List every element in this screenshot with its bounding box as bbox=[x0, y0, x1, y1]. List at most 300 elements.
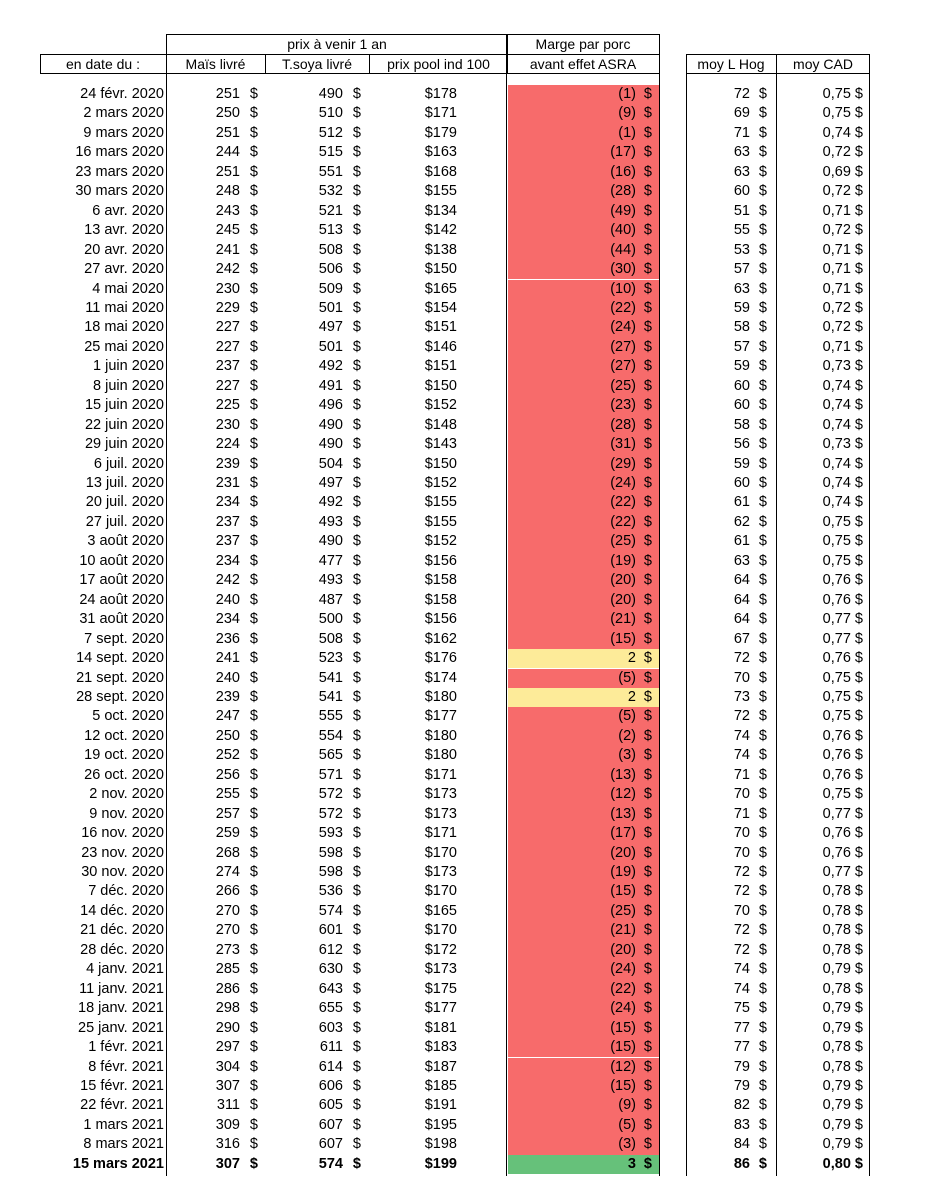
margin-currency: $ bbox=[643, 630, 652, 647]
soy-cell: 523 bbox=[318, 650, 343, 667]
hog-cell: 72 bbox=[733, 86, 750, 102]
margin-cell: (19) bbox=[610, 552, 636, 569]
date-cell: 12 oct. 2020 bbox=[84, 727, 164, 744]
hog-currency: $ bbox=[758, 611, 767, 628]
pool-cell: $181 bbox=[424, 1019, 457, 1036]
margin-currency: $ bbox=[643, 163, 652, 180]
pool-cell: $178 bbox=[424, 86, 457, 102]
date-cell: 31 août 2020 bbox=[79, 611, 164, 628]
hog-cell: 75 bbox=[733, 1000, 750, 1017]
soy-currency: $ bbox=[352, 786, 361, 803]
soy-cell: 487 bbox=[318, 591, 343, 608]
margin-cell: (21) bbox=[610, 922, 636, 939]
hog-currency: $ bbox=[758, 766, 767, 783]
header-col-hog: moy L Hog bbox=[697, 56, 765, 72]
hog-currency: $ bbox=[758, 572, 767, 589]
hog-cell: 63 bbox=[733, 163, 750, 180]
soy-cell: 655 bbox=[318, 1000, 343, 1017]
hog-currency: $ bbox=[758, 1077, 767, 1094]
pool-cell: $177 bbox=[424, 708, 457, 725]
corn-currency: $ bbox=[249, 727, 258, 744]
margin-cell: (15) bbox=[610, 883, 636, 900]
table-row bbox=[0, 805, 948, 824]
margin-cell: (25) bbox=[610, 902, 636, 919]
margin-cell: (5) bbox=[618, 669, 636, 686]
date-cell: 11 janv. 2021 bbox=[79, 980, 164, 997]
hog-cell: 82 bbox=[733, 1097, 750, 1114]
soy-cell: 607 bbox=[318, 1136, 343, 1153]
hog-cell: 58 bbox=[733, 319, 750, 336]
cad-cell: 0,74 $ bbox=[822, 416, 863, 433]
pool-cell: $170 bbox=[424, 883, 457, 900]
cad-cell: 0,74 $ bbox=[822, 494, 863, 511]
soy-cell: 554 bbox=[318, 727, 343, 744]
soy-currency: $ bbox=[352, 416, 361, 433]
cad-cell: 0,72 $ bbox=[822, 299, 863, 316]
table-row bbox=[0, 766, 948, 785]
cad-cell: 0,71 $ bbox=[822, 280, 863, 297]
corn-currency: $ bbox=[249, 572, 258, 589]
corn-currency: $ bbox=[249, 455, 258, 472]
margin-currency: $ bbox=[643, 1039, 652, 1056]
hog-currency: $ bbox=[758, 124, 767, 141]
margin-currency: $ bbox=[643, 611, 652, 628]
cad-cell: 0,79 $ bbox=[822, 1116, 863, 1133]
margin-currency: $ bbox=[643, 261, 652, 278]
date-cell: 15 févr. 2021 bbox=[80, 1077, 164, 1094]
corn-cell: 237 bbox=[215, 358, 240, 375]
soy-cell: 493 bbox=[318, 513, 343, 530]
soy-cell: 643 bbox=[318, 980, 343, 997]
soy-cell: 611 bbox=[319, 1039, 343, 1056]
soy-currency: $ bbox=[352, 475, 361, 491]
hog-currency: $ bbox=[758, 105, 767, 122]
margin-currency: $ bbox=[643, 844, 652, 861]
table-row bbox=[0, 455, 948, 474]
table-row bbox=[0, 338, 948, 357]
margin-cell: (24) bbox=[610, 319, 636, 336]
cad-cell: 0,78 $ bbox=[822, 922, 863, 939]
pool-cell: $172 bbox=[424, 941, 457, 958]
corn-currency: $ bbox=[249, 222, 258, 239]
table-row bbox=[0, 532, 948, 551]
table-row bbox=[0, 630, 948, 649]
margin-cell: (15) bbox=[610, 630, 636, 647]
table-row bbox=[0, 591, 948, 610]
date-cell: 22 juin 2020 bbox=[84, 416, 164, 433]
margin-currency: $ bbox=[643, 883, 652, 900]
cad-cell: 0,74 $ bbox=[822, 377, 863, 394]
table-row bbox=[0, 221, 948, 240]
date-cell: 15 mars 2021 bbox=[72, 1155, 164, 1172]
cad-cell: 0,78 $ bbox=[822, 902, 863, 919]
margin-currency: $ bbox=[643, 299, 652, 316]
soy-cell: 509 bbox=[318, 280, 343, 297]
soy-cell: 614 bbox=[318, 1058, 343, 1075]
hog-cell: 56 bbox=[733, 436, 750, 453]
margin-currency: $ bbox=[643, 416, 652, 433]
cad-cell: 0,76 $ bbox=[822, 766, 863, 783]
soy-currency: $ bbox=[352, 163, 361, 180]
hog-cell: 59 bbox=[733, 299, 750, 316]
soy-cell: 565 bbox=[318, 747, 343, 764]
corn-currency: $ bbox=[249, 1097, 258, 1114]
margin-currency: $ bbox=[643, 1077, 652, 1094]
margin-cell: (28) bbox=[610, 183, 636, 200]
margin-currency: $ bbox=[643, 1019, 652, 1036]
margin-cell: (17) bbox=[610, 144, 636, 161]
margin-cell: (22) bbox=[610, 299, 636, 316]
hog-currency: $ bbox=[758, 1019, 767, 1036]
hog-cell: 77 bbox=[733, 1039, 750, 1056]
corn-currency: $ bbox=[249, 1155, 258, 1172]
cad-cell: 0,75 $ bbox=[822, 786, 863, 803]
cad-cell: 0,78 $ bbox=[822, 941, 863, 958]
corn-cell: 242 bbox=[215, 261, 240, 278]
soy-cell: 477 bbox=[318, 552, 343, 569]
corn-cell: 307 bbox=[215, 1077, 240, 1094]
soy-cell: 572 bbox=[318, 805, 343, 822]
header-sep-soy bbox=[265, 54, 266, 74]
cad-cell: 0,74 $ bbox=[822, 455, 863, 472]
pool-cell: $173 bbox=[424, 864, 457, 880]
hog-currency: $ bbox=[758, 864, 767, 880]
corn-currency: $ bbox=[249, 961, 258, 978]
date-cell: 18 janv. 2021 bbox=[78, 1000, 164, 1017]
date-cell: 20 avr. 2020 bbox=[84, 241, 164, 258]
margin-cell: (16) bbox=[610, 163, 636, 180]
margin-cell: (9) bbox=[618, 1097, 636, 1114]
soy-currency: $ bbox=[352, 708, 361, 725]
margin-cell: (17) bbox=[610, 825, 636, 842]
corn-cell: 252 bbox=[215, 747, 240, 764]
margin-cell: (15) bbox=[610, 1019, 636, 1036]
corn-currency: $ bbox=[249, 688, 258, 705]
pool-cell: $175 bbox=[424, 980, 457, 997]
hog-cell: 57 bbox=[733, 338, 750, 355]
corn-currency: $ bbox=[249, 630, 258, 647]
hog-currency: $ bbox=[758, 941, 767, 958]
hog-currency: $ bbox=[758, 980, 767, 997]
margin-currency: $ bbox=[643, 1136, 652, 1153]
pool-cell: $187 bbox=[424, 1058, 457, 1075]
corn-currency: $ bbox=[249, 261, 258, 278]
column-line-date bbox=[166, 74, 167, 1176]
hog-cell: 62 bbox=[733, 513, 750, 530]
hog-currency: $ bbox=[758, 825, 767, 842]
column-line-pool-right bbox=[506, 74, 507, 1176]
corn-cell: 230 bbox=[215, 280, 240, 297]
pool-cell: $170 bbox=[424, 844, 457, 861]
margin-cell: (49) bbox=[610, 202, 636, 219]
hog-currency: $ bbox=[758, 513, 767, 530]
soy-cell: 541 bbox=[318, 688, 343, 705]
hog-currency: $ bbox=[758, 299, 767, 316]
cad-cell: 0,79 $ bbox=[822, 1136, 863, 1153]
margin-cell: (44) bbox=[610, 241, 636, 258]
table-row bbox=[0, 1077, 948, 1096]
pool-cell: $150 bbox=[424, 377, 457, 394]
table-row bbox=[0, 552, 948, 571]
pool-cell: $134 bbox=[424, 202, 457, 219]
cad-cell: 0,79 $ bbox=[822, 961, 863, 978]
corn-currency: $ bbox=[249, 922, 258, 939]
corn-cell: 229 bbox=[215, 299, 240, 316]
corn-currency: $ bbox=[249, 397, 258, 414]
soy-cell: 508 bbox=[318, 241, 343, 258]
margin-cell: (12) bbox=[610, 1058, 636, 1075]
table-row bbox=[0, 318, 948, 337]
margin-currency: $ bbox=[643, 552, 652, 569]
corn-currency: $ bbox=[249, 1136, 258, 1153]
hog-currency: $ bbox=[758, 358, 767, 375]
table-row bbox=[0, 493, 948, 512]
corn-cell: 230 bbox=[215, 416, 240, 433]
pool-cell: $180 bbox=[424, 727, 457, 744]
margin-cell: (12) bbox=[610, 786, 636, 803]
pool-cell: $152 bbox=[424, 533, 457, 550]
date-cell: 2 mars 2020 bbox=[83, 105, 164, 122]
soy-cell: 491 bbox=[318, 377, 343, 394]
soy-cell: 541 bbox=[318, 669, 343, 686]
margin-currency: $ bbox=[643, 941, 652, 958]
date-cell: 18 mai 2020 bbox=[84, 319, 164, 336]
margin-cell: (2) bbox=[618, 727, 636, 744]
corn-currency: $ bbox=[249, 864, 258, 880]
corn-cell: 241 bbox=[215, 241, 240, 258]
cad-cell: 0,74 $ bbox=[822, 475, 863, 491]
date-cell: 11 mai 2020 bbox=[85, 299, 164, 316]
corn-currency: $ bbox=[249, 358, 258, 375]
pool-cell: $198 bbox=[424, 1136, 457, 1153]
soy-currency: $ bbox=[352, 222, 361, 239]
hog-currency: $ bbox=[758, 416, 767, 433]
pool-cell: $163 bbox=[424, 144, 457, 161]
table-row bbox=[0, 396, 948, 415]
margin-cell: (15) bbox=[610, 1039, 636, 1056]
table-row bbox=[0, 1116, 948, 1135]
table-row bbox=[0, 941, 948, 960]
hog-currency: $ bbox=[758, 786, 767, 803]
margin-currency: $ bbox=[643, 105, 652, 122]
cad-cell: 0,75 $ bbox=[822, 533, 863, 550]
table-row bbox=[0, 416, 948, 435]
table-row bbox=[0, 202, 948, 221]
hog-currency: $ bbox=[758, 455, 767, 472]
soy-currency: $ bbox=[352, 825, 361, 842]
date-cell: 13 juil. 2020 bbox=[85, 475, 164, 491]
pool-cell: $148 bbox=[424, 416, 457, 433]
table-row bbox=[0, 824, 948, 843]
margin-cell: (25) bbox=[610, 377, 636, 394]
pool-cell: $165 bbox=[424, 280, 457, 297]
corn-currency: $ bbox=[249, 377, 258, 394]
cad-cell: 0,76 $ bbox=[822, 747, 863, 764]
table-row bbox=[0, 143, 948, 162]
cad-cell: 0,77 $ bbox=[822, 805, 863, 822]
soy-currency: $ bbox=[352, 1019, 361, 1036]
pool-cell: $155 bbox=[424, 494, 457, 511]
cad-cell: 0,80 $ bbox=[822, 1155, 863, 1172]
pool-cell: $180 bbox=[424, 688, 457, 705]
margin-cell: (5) bbox=[618, 1116, 636, 1133]
date-cell: 26 oct. 2020 bbox=[84, 766, 164, 783]
margin-currency: $ bbox=[643, 766, 652, 783]
hog-currency: $ bbox=[758, 1058, 767, 1075]
date-cell: 6 avr. 2020 bbox=[92, 202, 164, 219]
date-cell: 27 avr. 2020 bbox=[84, 261, 164, 278]
corn-currency: $ bbox=[249, 163, 258, 180]
pool-cell: $156 bbox=[424, 611, 457, 628]
pool-cell: $185 bbox=[424, 1077, 457, 1094]
cad-cell: 0,72 $ bbox=[822, 222, 863, 239]
corn-currency: $ bbox=[249, 883, 258, 900]
table-row bbox=[0, 863, 948, 882]
margin-cell: (23) bbox=[610, 397, 636, 414]
hog-currency: $ bbox=[758, 202, 767, 219]
margin-currency: $ bbox=[643, 397, 652, 414]
header-col-pool: prix pool ind 100 bbox=[387, 56, 490, 72]
hog-cell: 72 bbox=[733, 650, 750, 667]
table-row bbox=[0, 610, 948, 629]
header-col-date: en date du : bbox=[66, 56, 140, 72]
header-sep-pool bbox=[369, 54, 370, 74]
cad-cell: 0,77 $ bbox=[822, 611, 863, 628]
table-row bbox=[0, 649, 948, 668]
table-row bbox=[0, 474, 948, 493]
corn-cell: 290 bbox=[215, 1019, 240, 1036]
date-cell: 2 nov. 2020 bbox=[89, 786, 164, 803]
corn-cell: 237 bbox=[215, 513, 240, 530]
soy-currency: $ bbox=[352, 280, 361, 297]
date-cell: 5 oct. 2020 bbox=[92, 708, 164, 725]
table-row bbox=[0, 163, 948, 182]
cad-cell: 0,74 $ bbox=[822, 124, 863, 141]
table-row bbox=[0, 260, 948, 279]
soy-currency: $ bbox=[352, 533, 361, 550]
margin-currency: $ bbox=[643, 455, 652, 472]
margin-currency: $ bbox=[643, 961, 652, 978]
cad-cell: 0,75 $ bbox=[822, 669, 863, 686]
soy-cell: 490 bbox=[318, 86, 343, 102]
corn-currency: $ bbox=[249, 1058, 258, 1075]
hog-cell: 74 bbox=[733, 747, 750, 764]
soy-currency: $ bbox=[352, 844, 361, 861]
hog-cell: 74 bbox=[733, 727, 750, 744]
table-row bbox=[0, 727, 948, 746]
hog-cell: 58 bbox=[733, 416, 750, 433]
hog-currency: $ bbox=[758, 241, 767, 258]
soy-currency: $ bbox=[352, 513, 361, 530]
soy-cell: 598 bbox=[318, 844, 343, 861]
margin-cell: (1) bbox=[618, 124, 636, 141]
soy-cell: 574 bbox=[318, 1155, 343, 1172]
table-row bbox=[0, 85, 948, 104]
soy-currency: $ bbox=[352, 980, 361, 997]
table-row bbox=[0, 844, 948, 863]
margin-currency: $ bbox=[643, 572, 652, 589]
margin-currency: $ bbox=[643, 902, 652, 919]
margin-currency: $ bbox=[643, 533, 652, 550]
table-row bbox=[0, 785, 948, 804]
cad-cell: 0,75 $ bbox=[822, 688, 863, 705]
corn-currency: $ bbox=[249, 611, 258, 628]
soy-currency: $ bbox=[352, 1000, 361, 1017]
cad-cell: 0,73 $ bbox=[822, 358, 863, 375]
margin-currency: $ bbox=[643, 669, 652, 686]
margin-cell: (5) bbox=[618, 708, 636, 725]
margin-cell: (20) bbox=[610, 572, 636, 589]
hog-currency: $ bbox=[758, 883, 767, 900]
corn-cell: 234 bbox=[215, 611, 240, 628]
corn-currency: $ bbox=[249, 552, 258, 569]
corn-cell: 268 bbox=[215, 844, 240, 861]
margin-currency: $ bbox=[643, 805, 652, 822]
corn-cell: 257 bbox=[215, 805, 240, 822]
corn-currency: $ bbox=[249, 1000, 258, 1017]
table-row bbox=[0, 1019, 948, 1038]
date-cell: 14 déc. 2020 bbox=[80, 902, 164, 919]
date-cell: 30 mars 2020 bbox=[75, 183, 164, 200]
soy-cell: 532 bbox=[318, 183, 343, 200]
soy-cell: 574 bbox=[318, 902, 343, 919]
date-cell: 28 déc. 2020 bbox=[80, 941, 164, 958]
table-row bbox=[0, 377, 948, 396]
soy-currency: $ bbox=[352, 144, 361, 161]
date-cell: 16 mars 2020 bbox=[75, 144, 164, 161]
margin-cell: (22) bbox=[610, 494, 636, 511]
hog-cell: 53 bbox=[733, 241, 750, 258]
header-col-corn: Maïs livré bbox=[185, 56, 246, 72]
hog-cell: 70 bbox=[733, 844, 750, 861]
hog-cell: 59 bbox=[733, 455, 750, 472]
soy-cell: 536 bbox=[318, 883, 343, 900]
corn-currency: $ bbox=[249, 338, 258, 355]
pool-cell: $171 bbox=[424, 766, 457, 783]
pool-cell: $151 bbox=[424, 319, 457, 336]
corn-currency: $ bbox=[249, 766, 258, 783]
soy-currency: $ bbox=[352, 377, 361, 394]
hog-currency: $ bbox=[758, 552, 767, 569]
corn-currency: $ bbox=[249, 708, 258, 725]
margin-currency: $ bbox=[643, 475, 652, 491]
margin-cell: (13) bbox=[610, 805, 636, 822]
soy-cell: 612 bbox=[318, 941, 343, 958]
cad-cell: 0,71 $ bbox=[822, 261, 863, 278]
date-cell: 1 févr. 2021 bbox=[88, 1039, 164, 1056]
corn-cell: 236 bbox=[215, 630, 240, 647]
corn-cell: 234 bbox=[215, 494, 240, 511]
pool-cell: $195 bbox=[424, 1116, 457, 1133]
corn-currency: $ bbox=[249, 202, 258, 219]
corn-cell: 240 bbox=[215, 591, 240, 608]
soy-cell: 501 bbox=[318, 299, 343, 316]
soy-currency: $ bbox=[352, 86, 361, 102]
pool-cell: $143 bbox=[424, 436, 457, 453]
pool-cell: $158 bbox=[424, 572, 457, 589]
margin-currency: $ bbox=[643, 1000, 652, 1017]
hog-cell: 70 bbox=[733, 786, 750, 803]
margin-currency: $ bbox=[643, 494, 652, 511]
header-margin-line2: avant effet ASRA bbox=[529, 56, 637, 72]
corn-currency: $ bbox=[249, 805, 258, 822]
corn-cell: 304 bbox=[215, 1058, 240, 1075]
margin-cell: (20) bbox=[610, 941, 636, 958]
margin-cell: (9) bbox=[618, 105, 636, 122]
table-row bbox=[0, 999, 948, 1018]
margin-cell: (28) bbox=[610, 416, 636, 433]
margin-cell: (15) bbox=[610, 1077, 636, 1094]
